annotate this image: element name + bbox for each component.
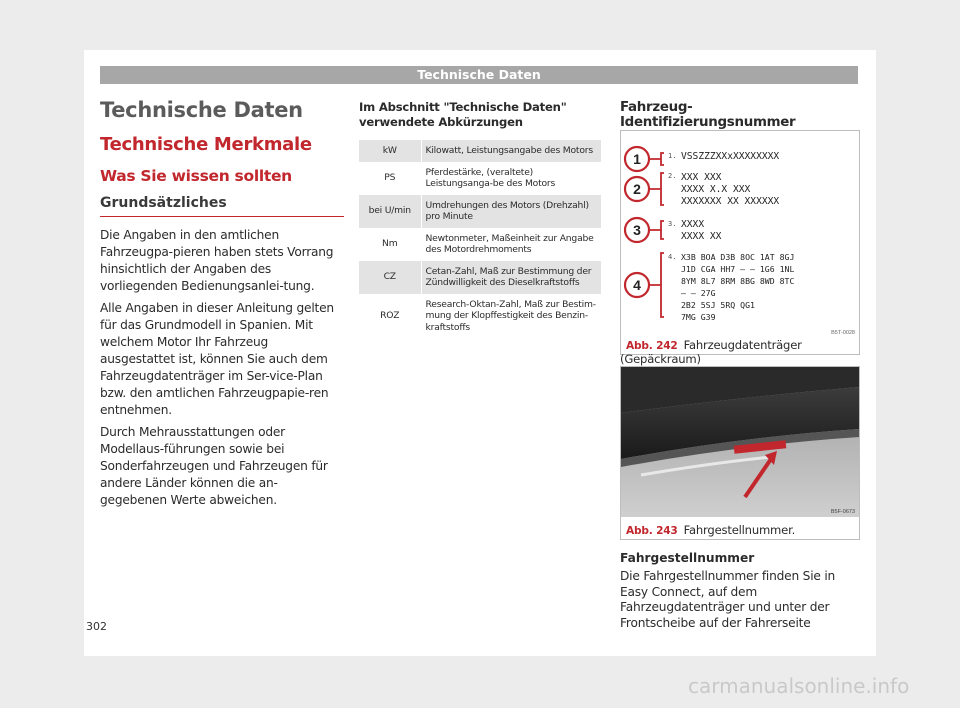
paragraph: Alle Angaben in dieser Anleitung gelten für das Grundmodell in Spanien. Mit welchem Motor Ihr Fahrzeug ausgestattet ist, können Sie auch dem Fahrzeugdatenträger im Ser-vice-Plan bzw. den amtlichen Fahrzeugpapie-ren entnehmen. xyxy=(100,301,334,417)
abbr-value: Research-Oktan-Zahl, Maß zur Bestim-mung der Klopffestigkeit des Benzin-kraftstoffs xyxy=(421,294,601,339)
caption-text: Fahrgestellnummer. xyxy=(683,523,796,537)
sticker-line: X3B BOA D3B 8OC 1AT 8GJ xyxy=(681,252,795,262)
figure-caption xyxy=(620,338,860,366)
left-column xyxy=(100,98,344,509)
topic-heading: Grundsätzliches xyxy=(100,195,344,217)
sticker-line: 7MG G39 xyxy=(681,312,716,322)
figure-number: Abb. 243 xyxy=(626,525,678,537)
table-row xyxy=(359,140,601,162)
marker-2 xyxy=(625,177,649,201)
table-row xyxy=(359,294,601,339)
abbr-key: CZ xyxy=(359,261,421,294)
figure-code: B5T-0028 xyxy=(831,330,855,336)
windscreen-photo xyxy=(621,367,859,517)
marker-4 xyxy=(625,273,649,297)
page-number: 302 xyxy=(86,620,107,633)
subsection-title: Was Sie wissen sollten xyxy=(100,167,292,185)
table-row xyxy=(359,162,601,195)
abbr-value: Kilowatt, Leistungsangabe des Motors xyxy=(421,140,601,162)
abbr-value: Pferdestärke, (veraltete) Leistungsanga-be des Motors xyxy=(421,162,601,195)
abbr-key: kW xyxy=(359,140,421,162)
running-header: Technische Daten xyxy=(100,66,858,84)
figure-number: Abb. 242 xyxy=(626,340,678,352)
sticker-line: XXXX X.X XXX xyxy=(681,184,751,195)
sticker-line: 2B2 5SJ 5RQ QG1 xyxy=(681,300,755,310)
abbreviations-table xyxy=(359,140,601,338)
caption-text: Fahrzeugdatenträger (Gepäckraum) xyxy=(620,338,802,366)
vin-section-title: Fahrzeug-Identifizierungsnummer xyxy=(620,100,860,135)
sticker-line: XXXX XX xyxy=(681,231,722,242)
marker-1 xyxy=(625,147,649,171)
vehicle-data-sticker-illustration xyxy=(621,131,859,354)
sticker-line: XXX XXX xyxy=(681,172,722,183)
figure-code: B5F-0673 xyxy=(830,509,855,515)
windscreen-vin-figure xyxy=(620,366,860,540)
sticker-line: VSSZZZXXxXXXXXXXX xyxy=(681,151,780,162)
abbr-key: bei U/min xyxy=(359,195,421,228)
sticker-line: J1D CGA HH7 – – 1G6 1NL xyxy=(681,264,795,274)
line-label: 3. xyxy=(668,220,677,228)
vehicle-data-sticker-figure xyxy=(620,130,860,355)
table-row xyxy=(359,195,601,228)
line-label: 4. xyxy=(668,253,677,261)
marker-label: 2 xyxy=(633,181,641,197)
paragraph: Durch Mehrausstattungen oder Modellaus-führungen sowie bei Sonderfahrzeugen und Fahrzeugen für andere Länder können die an-gegebenen Werte abweichen. xyxy=(100,425,328,507)
abbr-key: Nm xyxy=(359,228,421,261)
line-label: 2. xyxy=(668,172,677,180)
sticker-line: XXXX xyxy=(681,219,705,230)
watermark: carmanualsonline.info xyxy=(688,674,910,698)
section-title: Technische Merkmale xyxy=(100,134,312,155)
line-label: 1. xyxy=(668,152,677,160)
chapter-title: Technische Daten xyxy=(100,98,303,122)
marker-label: 3 xyxy=(633,222,641,238)
abbr-key: PS xyxy=(359,162,421,195)
marker-label: 1 xyxy=(633,151,641,167)
bracket-lines xyxy=(649,153,664,317)
abbr-value: Newtonmeter, Maßeinheit zur Angabe des Motordrehmoments xyxy=(421,228,601,261)
table-row xyxy=(359,261,601,294)
sticker-line: – – 27G xyxy=(681,288,716,298)
abbr-value: Umdrehungen des Motors (Drehzahl) pro Minute xyxy=(421,195,601,228)
vin-paragraph: Die Fahrgestellnummer finden Sie in Easy Connect, auf dem Fahrzeugdatenträger und unter der Frontscheibe auf der Fahrerseite xyxy=(620,569,836,630)
figure-caption xyxy=(620,523,860,537)
abbr-value: Cetan-Zahl, Maß zur Bestimmung der Zündwilligkeit des Dieselkraftstoffs xyxy=(421,261,601,294)
abbr-key: ROZ xyxy=(359,294,421,339)
marker-3 xyxy=(625,218,649,242)
vin-subheading: Fahrgestellnummer xyxy=(620,551,755,565)
abbreviations-title: Im Abschnitt "Technische Daten" verwendete Abkürzungen xyxy=(359,100,567,129)
paragraph: Die Angaben in den amtlichen Fahrzeugpa-pieren haben stets Vorrang hinsichtlich der Angaben des vorliegenden Bedienungsanlei-tung. xyxy=(100,228,334,293)
marker-label: 4 xyxy=(633,277,641,293)
sticker-line: 8YM 8L7 8RM 8BG 8WD 8TC xyxy=(681,276,795,286)
table-row xyxy=(359,228,601,261)
sticker-line: XXXXXXX XX XXXXXX xyxy=(681,196,780,207)
middle-column xyxy=(359,100,605,338)
